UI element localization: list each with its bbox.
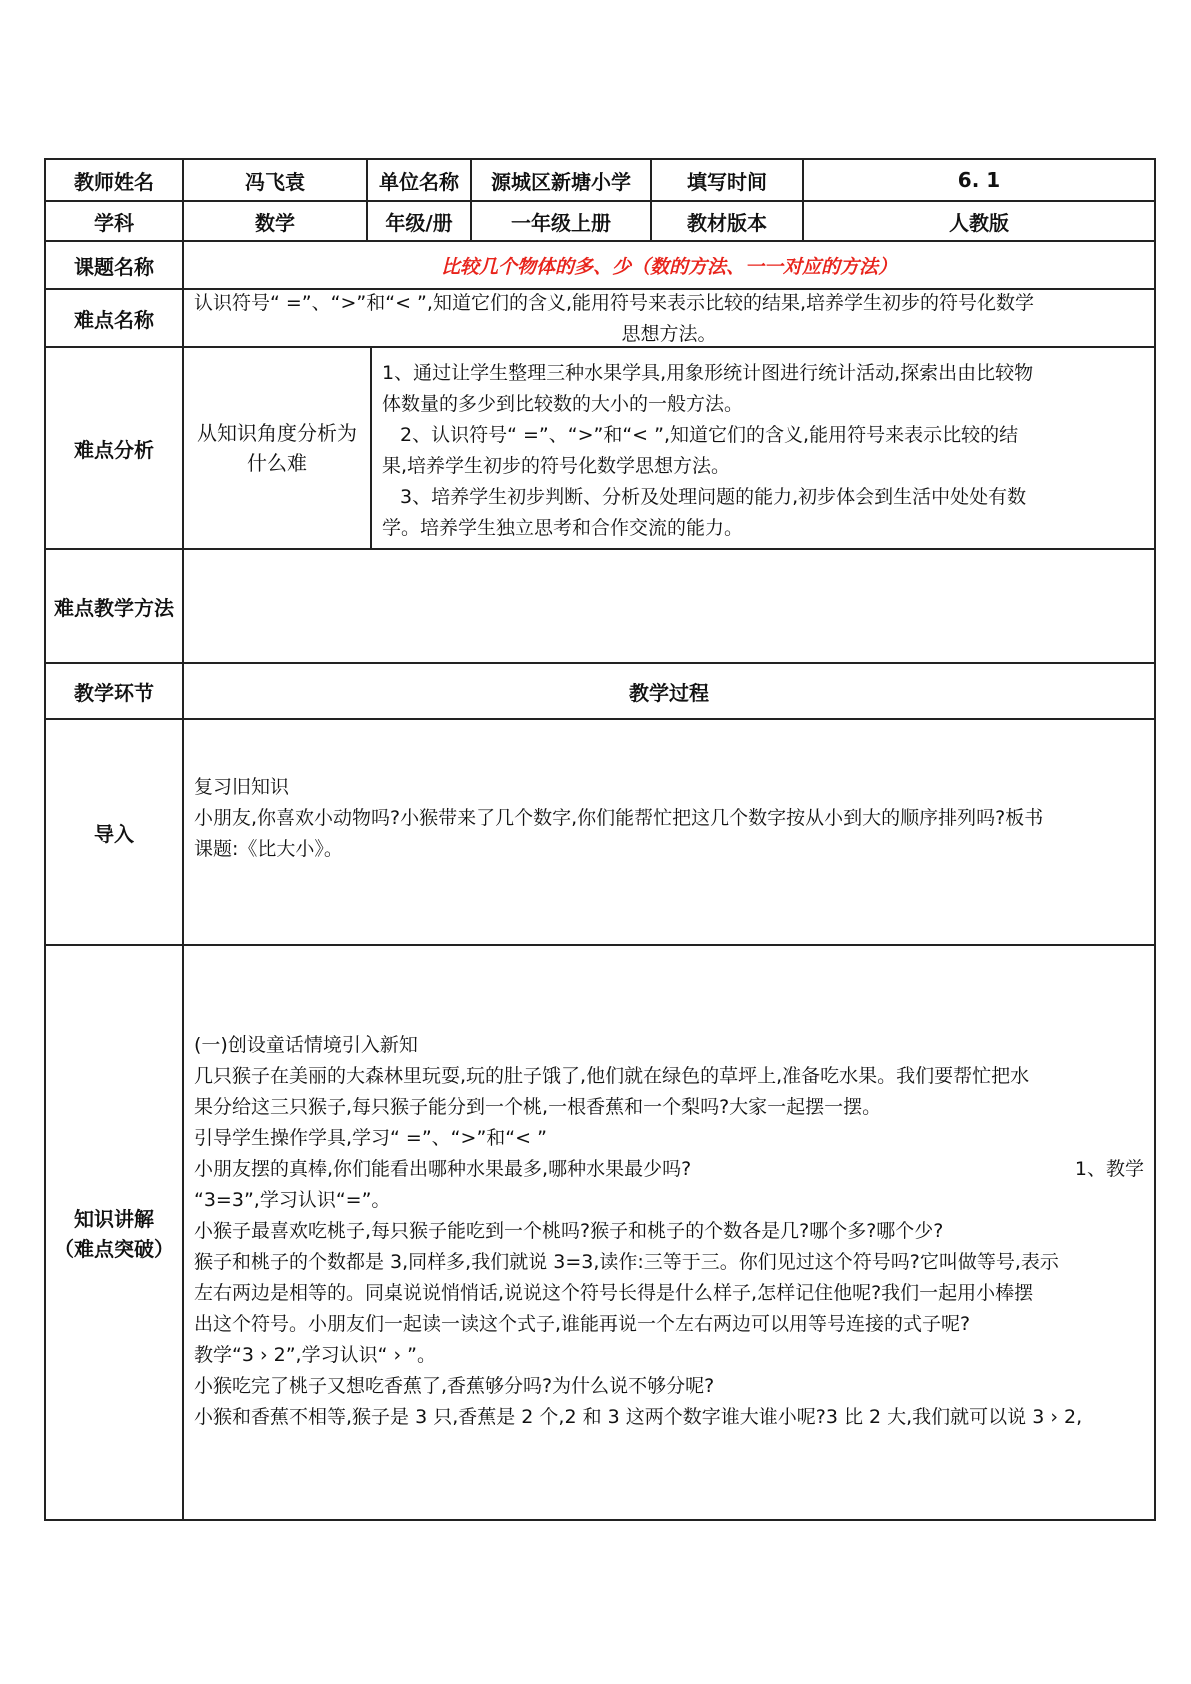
text-segment: 小朋友摆的真棒,你们能看出哪种水果最多,哪种水果最少吗? — [194, 1158, 692, 1180]
text-line: “3=3”,学习认识“=”。 — [194, 1189, 391, 1211]
lecture-label-line: （难点突破） — [54, 1236, 174, 1261]
intro-label: 导入 — [94, 821, 134, 846]
edition-label: 教材版本 — [687, 210, 767, 235]
text-line: (一)创设童话情境引入新知 — [194, 1034, 418, 1056]
analysis-sublabel-line: 从知识角度分析为 — [197, 421, 357, 445]
column-divider — [370, 346, 372, 548]
text-line: 猴子和桃子的个数都是 3,同样多,我们就说 3=3,读作:三等于三。你们见过这个符号吗?它叫做等号,表示 — [194, 1251, 1059, 1273]
text-line: 3、培养学生初步判断、分析及处理问题的能力,初步体会到生活中处处有数 — [400, 486, 1027, 508]
teacher-name-value: 冯飞袁 — [245, 169, 305, 194]
text-line: 体数量的多少到比较数的大小的一般方法。 — [382, 393, 744, 415]
difficulty-label: 难点名称 — [74, 307, 154, 332]
edition-value: 人教版 — [949, 210, 1009, 235]
analysis-text — [382, 358, 1148, 544]
subject-label: 学科 — [94, 210, 134, 235]
school-label: 单位名称 — [379, 169, 459, 194]
teacher-name-label: 教师姓名 — [74, 169, 154, 194]
text-line: 小猴和香蕉不相等,猴子是 3 只,香蕉是 2 个,2 和 3 这两个数字谁大谁小呢?3 比 2 大,我们就可以说 3 › 2, — [194, 1406, 1083, 1428]
intro-text — [194, 772, 1144, 865]
text-line: 学。培养学生独立思考和合作交流的能力。 — [382, 517, 744, 539]
lecture-text — [194, 1030, 1144, 1433]
analysis-label: 难点分析 — [74, 437, 154, 462]
date-value: 6. 1 — [957, 168, 1001, 192]
lecture-label-line: 知识讲解 — [74, 1206, 154, 1231]
grade-value: 一年级上册 — [511, 210, 611, 235]
text-line: 引导学生操作学具,学习“ =”、“>”和“< ” — [194, 1127, 547, 1149]
section-header-value: 教学过程 — [629, 680, 709, 705]
text-line: 小猴子最喜欢吃桃子,每只猴子能吃到一个桃吗?猴子和桃子的个数各是几?哪个多?哪个少? — [194, 1220, 944, 1242]
text-segment: 1、教学 — [1074, 1158, 1144, 1180]
text-line: 果分给这三只猴子,每只猴子能分到一个桃,一根香蕉和一个梨吗?大家一起摆一摆。 — [194, 1096, 882, 1118]
analysis-sublabel-line: 什么难 — [247, 451, 307, 475]
section-header-label: 教学环节 — [74, 680, 154, 705]
method-label: 难点教学方法 — [54, 595, 174, 620]
analysis-sublabel — [184, 348, 370, 548]
difficulty-text — [194, 288, 1144, 350]
row-divider — [46, 718, 1154, 720]
school-value: 源城区新塘小学 — [491, 169, 631, 194]
text-line: 小朋友,你喜欢小动物吗?小猴带来了几个数字,你们能帮忙把这几个数字按从小到大的顺序排列吗?板书 — [194, 807, 1044, 829]
topic-label: 课题名称 — [74, 254, 154, 279]
grade-label: 年级/册 — [385, 210, 453, 235]
date-label: 填写时间 — [687, 169, 767, 194]
text-line: 认识符号“ =”、“>”和“< ”,知道它们的含义,能用符号来表示比较的结果,培养学生初步的符号化数学 — [194, 292, 1035, 314]
method-value — [184, 550, 1154, 662]
text-line — [194, 1154, 1144, 1185]
text-line: 果,培养学生初步的符号化数学思想方法。 — [382, 455, 731, 477]
text-line: 复习旧知识 — [194, 776, 290, 798]
text-line: 出这个符号。小朋友们一起读一读这个式子,谁能再说一个左右两边可以用等号连接的式子呢? — [194, 1313, 971, 1335]
subject-value: 数学 — [255, 210, 295, 235]
text-line: 左右两边是相等的。同桌说说悄悄话,说说这个符号长得是什么样子,怎样记住他呢?我们一起用小棒摆 — [194, 1282, 1034, 1304]
lecture-label — [46, 946, 182, 1521]
lesson-plan-table — [44, 158, 1156, 1521]
text-line: 思想方法。 — [621, 323, 717, 345]
text-line: 1、通过让学生整理三种水果学具,用象形统计图进行统计活动,探索出由比较物 — [382, 362, 1034, 384]
text-line: 小猴吃完了桃子又想吃香蕉了,香蕉够分吗?为什么说不够分呢? — [194, 1375, 715, 1397]
text-line: 教学“3 › 2”,学习认识“ › ”。 — [194, 1344, 436, 1366]
text-line: 几只猴子在美丽的大森林里玩耍,玩的肚子饿了,他们就在绿色的草坪上,准备吃水果。我们要帮忙把水 — [194, 1065, 1030, 1087]
row-divider — [46, 944, 1154, 946]
text-line: 2、认识符号“ =”、“>”和“< ”,知道它们的含义,能用符号来表示比较的结 — [400, 424, 1019, 446]
text-line: 课题:《比大小》。 — [194, 838, 343, 860]
topic-value: 比较几个物体的多、少（数的方法、一一对应的方法） — [440, 255, 897, 278]
